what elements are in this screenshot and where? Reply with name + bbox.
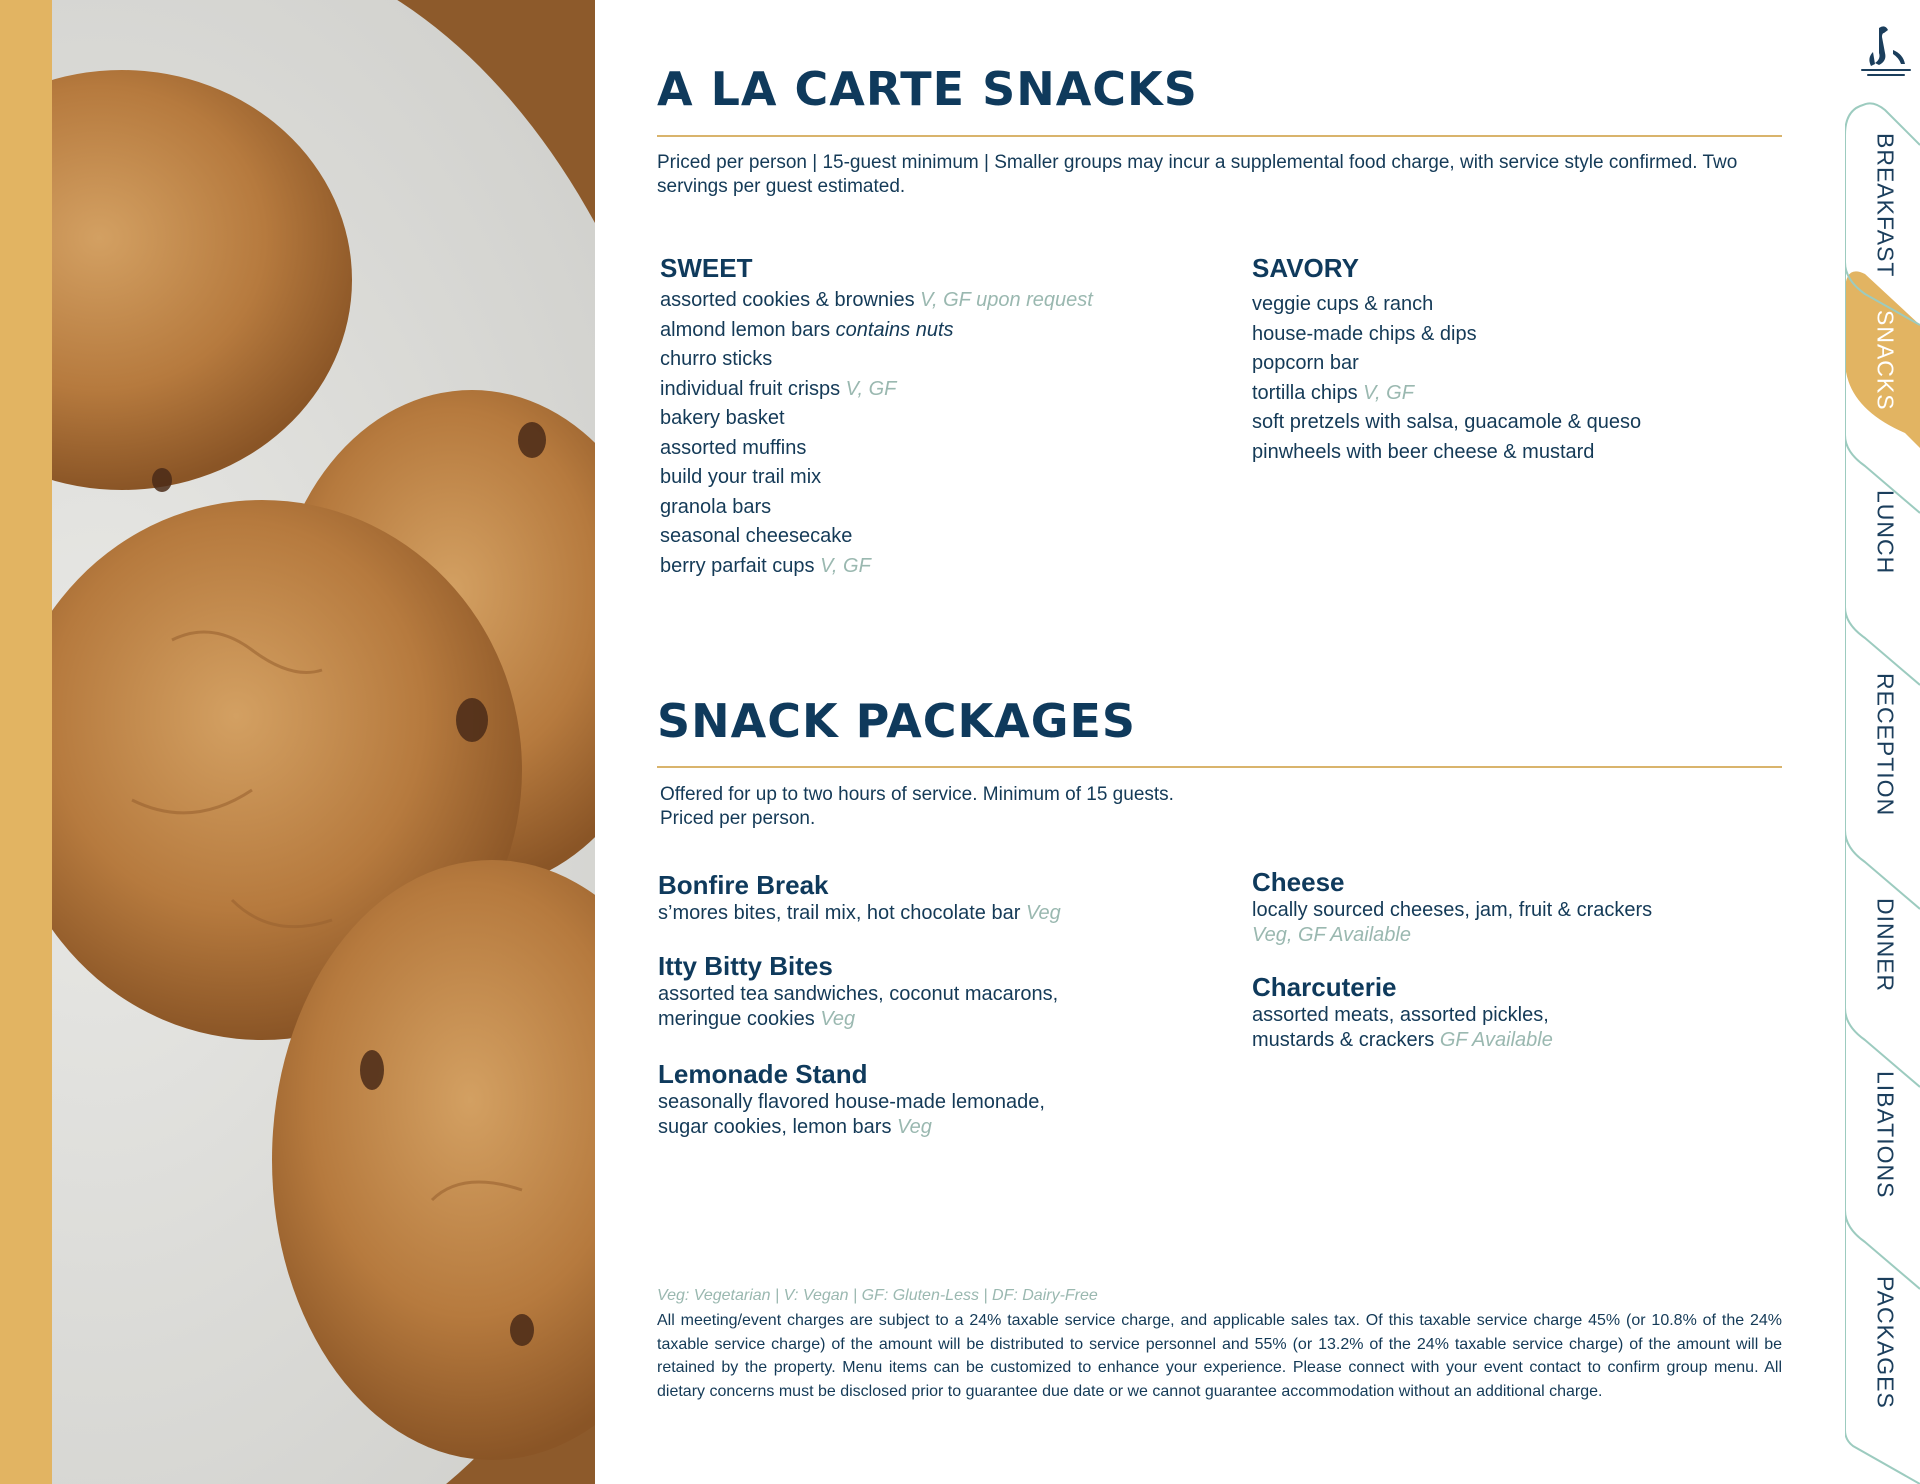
tab-snacks[interactable]: SNACKS xyxy=(1872,309,1899,411)
sweet-item xyxy=(660,522,1093,552)
package-description xyxy=(658,901,1178,926)
item-name: popcorn bar xyxy=(1252,352,1359,374)
dietary-tag: Veg xyxy=(897,1116,932,1138)
packages-divider xyxy=(657,766,1782,768)
sweet-item xyxy=(660,434,1093,464)
package-line: sugar cookies, lemon bars xyxy=(658,1116,892,1138)
savory-item xyxy=(1252,320,1641,350)
package-line: meringue cookies xyxy=(658,1008,815,1030)
dietary-tag: Veg xyxy=(1025,902,1061,924)
package-line: s’mores bites, trail mix, hot chocolate bar xyxy=(658,902,1021,924)
tab-reception[interactable]: RECEPTION xyxy=(1872,673,1899,817)
item-name: house-made chips & dips xyxy=(1252,322,1477,345)
alacarte-intro: Priced per person | 15-guest minimum | Smaller groups may incur a supplemental food charge, with service style confirmed. Two servings per guest estimated. xyxy=(657,152,1738,197)
savory-item xyxy=(1252,438,1641,468)
item-name: berry parfait cups xyxy=(660,554,815,577)
dietary-legend: Veg: Vegetarian | V: Vegan | GF: Gluten-Less | DF: Dairy-Free xyxy=(657,1287,1098,1304)
tab-lunch[interactable]: LUNCH xyxy=(1872,490,1899,575)
item-note: V, GF xyxy=(845,377,897,400)
sweet-item xyxy=(660,345,1093,375)
service-charge-disclaimer: All meeting/event charges are subject to a 24% taxable service charge, and applicable sales tax. Of this taxable service charge 45% (or 10.8% of the 24% taxable service charge) of the amount will be distributed to service personnel and 55% (or 13.2% of the 24% taxable service charge) of the amount will be retained by the property. Menu items can be customized to enhance your experience. Please connect with your event contact to confirm group menu. All dietary concerns must be disclosed prior to guarantee due date or we cannot guarantee accommodation without an additional charge. xyxy=(657,1312,1782,1400)
savory-item xyxy=(1252,290,1641,320)
package-line: assorted tea sandwiches, coconut macarons, xyxy=(658,983,1059,1005)
savory-item xyxy=(1252,379,1641,409)
savory-list xyxy=(1252,290,1641,467)
savory-item xyxy=(1252,349,1641,379)
package-name: Charcuterie xyxy=(1252,972,1397,1002)
dietary-tag: GF Available xyxy=(1439,1029,1553,1051)
package-item xyxy=(658,1058,1178,1140)
packages-title: SNACK PACKAGES xyxy=(657,694,1137,748)
item-note: V, GF upon request xyxy=(920,289,1093,311)
alacarte-title: A LA CARTE SNACKS xyxy=(657,62,1198,116)
item-name: churro sticks xyxy=(660,348,773,370)
sweet-item xyxy=(660,463,1093,493)
packages-intro-line: Priced per person. xyxy=(660,808,816,829)
tab-dinner[interactable]: DINNER xyxy=(1872,897,1899,993)
package-item xyxy=(658,869,1178,926)
sweet-item xyxy=(660,404,1093,434)
sweet-item xyxy=(660,552,1093,582)
sweet-item xyxy=(660,316,1093,346)
package-description xyxy=(1252,1003,1772,1053)
packages-intro-line: Offered for up to two hours of service. Minimum of 15 guests. xyxy=(660,784,1174,805)
tab-breakfast[interactable]: BREAKFAST xyxy=(1872,132,1899,278)
item-name: almond lemon bars xyxy=(660,318,831,341)
sweet-item xyxy=(660,286,1093,316)
package-line: locally sourced cheeses, jam, fruit & crackers xyxy=(1252,899,1653,921)
item-name: veggie cups & ranch xyxy=(1252,293,1434,315)
package-item xyxy=(1252,971,1772,1053)
item-name: individual fruit crisps xyxy=(660,377,841,400)
package-name: Itty Bitty Bites xyxy=(658,951,833,981)
item-name: bakery basket xyxy=(660,407,785,429)
package-item xyxy=(658,950,1178,1032)
package-description xyxy=(1252,898,1772,948)
packages-intro xyxy=(660,783,1785,831)
item-name: soft pretzels with salsa, guacamole & queso xyxy=(1252,411,1642,433)
package-name: Lemonade Stand xyxy=(658,1059,868,1089)
package-line: assorted meats, assorted pickles, xyxy=(1252,1004,1549,1026)
package-name: Bonfire Break xyxy=(658,870,829,900)
tab-packages[interactable]: PACKAGES xyxy=(1872,1276,1899,1409)
item-note: V, GF xyxy=(820,554,871,577)
dietary-tag: Veg xyxy=(820,1008,856,1030)
item-note: V, GF xyxy=(1363,381,1414,404)
gold-side-strip xyxy=(0,0,52,1484)
section-tabs xyxy=(1845,0,1920,1484)
savory-item xyxy=(1252,408,1641,438)
sweet-list xyxy=(660,286,1093,581)
sweet-heading: SWEET xyxy=(660,253,753,283)
package-name: Cheese xyxy=(1252,867,1345,897)
item-name: assorted cookies & brownies xyxy=(660,289,915,311)
item-note: contains nuts xyxy=(835,318,954,341)
sweet-item xyxy=(660,375,1093,405)
item-name: pinwheels with beer cheese & mustard xyxy=(1252,440,1595,463)
package-description xyxy=(658,982,1178,1032)
title-divider xyxy=(657,135,1782,137)
package-description xyxy=(658,1090,1178,1140)
package-item xyxy=(1252,866,1772,948)
item-name: seasonal cheesecake xyxy=(660,525,853,547)
item-name: build your trail mix xyxy=(660,466,822,488)
dietary-tag: Veg, GF Available xyxy=(1252,924,1411,946)
item-name: assorted muffins xyxy=(660,436,807,459)
savory-heading: SAVORY xyxy=(1252,253,1359,283)
package-line: seasonally flavored house-made lemonade, xyxy=(658,1091,1045,1113)
item-name: tortilla chips xyxy=(1252,381,1358,404)
tab-libations[interactable]: LIBATIONS xyxy=(1872,1071,1899,1199)
sweet-item xyxy=(660,493,1093,523)
cookies-photo xyxy=(52,0,595,1484)
package-line: mustards & crackers xyxy=(1252,1029,1435,1051)
item-name: granola bars xyxy=(660,495,772,518)
